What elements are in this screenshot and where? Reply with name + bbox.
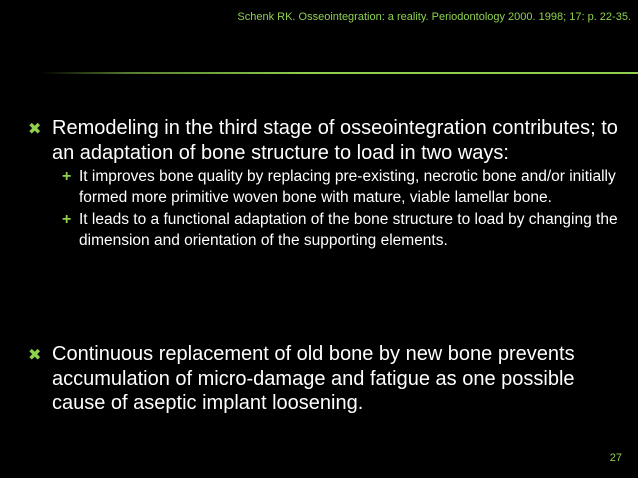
sub-bullet-text: It improves bone quality by replacing pre-existing, necrotic bone and/or initially formed more primitive woven bone with mature, viable lamellar bone.: [79, 168, 616, 206]
plus-bullet-icon: +: [62, 211, 72, 228]
bullet-item-replacement: [28, 342, 624, 416]
sub-bullet-text: It leads to a functional adaptation of the bone structure to load by changing the dimension and orientation of the supporting elements.: [79, 211, 618, 249]
plus-bullet-icon: +: [62, 168, 72, 185]
bullet-text: Remodeling in the third stage of osseointegration contributes; to an adaptation of bone structure to load in two ways:: [52, 117, 618, 164]
bullet-item-remodeling: [28, 116, 624, 251]
citation: Schenk RK. Osseointegration: a reality. Periodontology 2000. 1998; 17: p. 22-35.: [237, 11, 631, 23]
bullet-text: Continuous replacement of old bone by new bone prevents accumulation of micro-damage and fatigue as one possible cause of aseptic implant loosening.: [52, 343, 575, 414]
x-bullet-icon: ✖: [28, 121, 42, 138]
x-bullet-icon: ✖: [28, 347, 42, 364]
sub-bullet-item: [62, 209, 618, 251]
title-divider: [40, 72, 638, 74]
page-number: 27: [609, 452, 622, 464]
sub-bullet-item: [62, 166, 618, 208]
